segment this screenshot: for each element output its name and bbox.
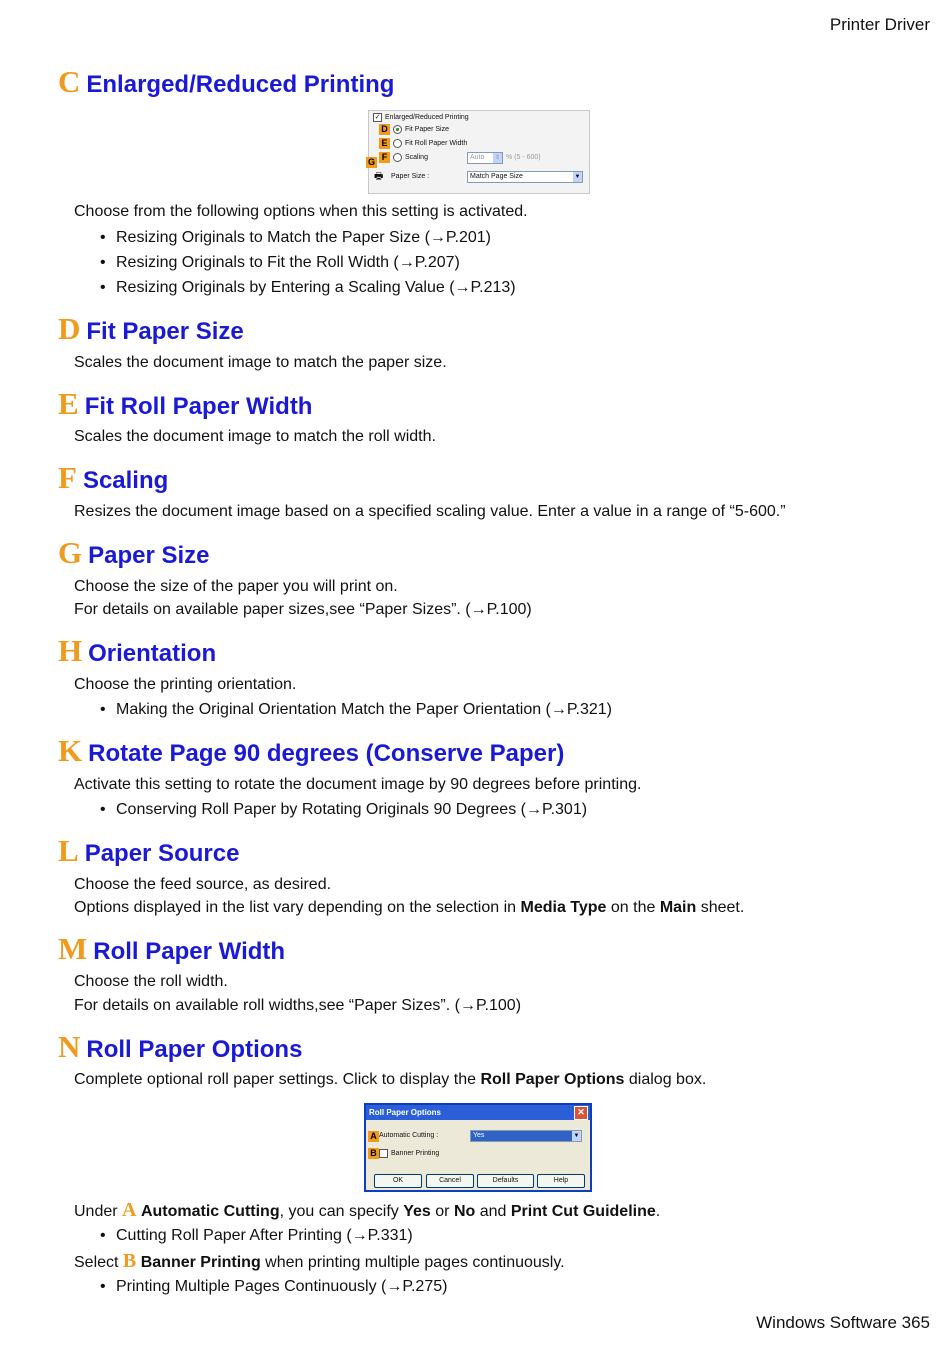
scaling-label: Scaling [405,154,428,161]
cancel-button[interactable]: Cancel [426,1174,474,1188]
section-l-heading [58,835,239,868]
section-title: Roll Paper Width [93,938,286,965]
checkbox-label: Enlarged/Reduced Printing [385,114,469,121]
bullet-text: Resizing Originals to Match the Paper Size (→P.201) [116,229,491,246]
paper-size-select[interactable] [467,171,583,183]
inline-letter-b: B [122,1250,137,1272]
bullet-text: Cutting Roll Paper After Printing (→P.331) [116,1227,413,1244]
section-title: Paper Size [88,542,210,569]
radio-selected-icon [393,125,402,134]
dialog-titlebar [366,1105,590,1120]
auto-cut-label: Automatic Cutting : [379,1132,439,1139]
list-item: • Conserving Roll Paper by Rotating Originals 90 Degrees (→P.301) [100,801,588,818]
list-item: • Making the Original Orientation Match the Paper Orientation (→P.321) [100,701,612,718]
help-button[interactable]: Help [537,1174,585,1188]
no-term: No [453,1203,476,1220]
fit-roll-width-label: Fit Roll Paper Width [405,140,468,147]
section-title: Paper Source [84,840,240,867]
text-run: and [475,1203,511,1220]
printer-icon: 🖶 [374,171,384,182]
list-item: • Printing Multiple Pages Continuously (→P.275) [100,1278,448,1295]
text-run: Options displayed in the list vary depending on the selection in [74,899,521,916]
scaling-input[interactable] [467,152,503,164]
section-letter: H [58,633,83,668]
badge-a: A [368,1131,379,1142]
banner-printing-label: Banner Printing [391,1150,440,1157]
inline-letter-a: A [122,1199,137,1221]
section-title: Scaling [82,467,169,494]
section-e-text: Scales the document image to match the roll width. [74,428,436,445]
dialog-title: Roll Paper Options [369,1108,442,1117]
section-letter: D [58,311,81,346]
fit-paper-size-label: Fit Paper Size [405,126,449,133]
ok-button[interactable]: OK [374,1174,422,1188]
radio-icon [393,153,402,162]
list-item: • Cutting Roll Paper After Printing (→P.331) [100,1227,413,1244]
defaults-button[interactable]: Defaults [477,1174,534,1188]
spinner-icon[interactable]: ⇕ [494,155,501,161]
section-f-heading [58,462,168,495]
close-icon[interactable]: ✕ [574,1106,588,1120]
section-g-heading [58,537,210,570]
text-run: , you can specify [279,1203,404,1220]
section-letter: K [58,733,83,768]
badge-g: G [367,157,375,167]
fit-roll-width-radio[interactable] [393,139,467,148]
yes-term: Yes [403,1203,431,1220]
section-title: Roll Paper Options [86,1036,303,1063]
check-icon: ✓ [374,114,381,121]
section-m-line2: For details on available roll widths,see “Paper Sizes”. (→P.100) [74,997,522,1014]
automatic-cutting-term: Automatic Cutting [140,1203,280,1220]
section-e-heading [58,388,312,421]
scaling-range: % (5 - 600) [506,154,541,161]
section-m-heading [58,933,285,966]
section-title: Fit Roll Paper Width [84,393,313,420]
text-run: when printing multiple pages continuously. [260,1254,565,1271]
bullet-text: Resizing Originals by Entering a Scaling Value (→P.213) [116,279,516,296]
scaling-value: Auto [470,154,485,161]
enlarged-reduced-dialog [368,110,590,194]
section-title: Rotate Page 90 degrees (Conserve Paper) [88,740,565,767]
roll-paper-options-dialog [364,1103,592,1192]
section-l-line1: Choose the feed source, as desired. [74,876,332,893]
banner-printing-checkbox[interactable] [379,1149,439,1158]
print-cut-guideline-term: Print Cut Guideline [510,1203,656,1220]
list-item: • Resizing Originals to Fit the Roll Width (→P.207) [100,254,460,271]
text-run: on the [606,899,660,916]
section-letter: M [58,931,88,966]
radio-icon [393,139,402,148]
text-run: Complete optional roll paper settings. Click to display the [74,1071,481,1088]
paper-size-value: Match Page Size [470,173,523,180]
section-k-text: Activate this setting to rotate the document image by 90 degrees before printing. [74,776,642,793]
section-letter: G [58,535,83,570]
section-d-text: Scales the document image to match the paper size. [74,354,447,371]
roll-paper-options-term: Roll Paper Options [480,1071,625,1088]
text-run: . [655,1203,661,1220]
list-item: • Resizing Originals by Entering a Scaling Value (→P.213) [100,279,516,296]
bullet-text: Resizing Originals to Fit the Roll Width (→P.207) [116,254,460,271]
scaling-radio[interactable] [393,153,428,162]
section-g-line1: Choose the size of the paper you will print on. [74,578,398,595]
badge-f: F [379,152,390,163]
section-d-heading [58,313,244,346]
banner-printing-term: Banner Printing [140,1254,261,1271]
text-run: Select [74,1254,123,1271]
section-f-text: Resizes the document image based on a specified scaling value. Enter a value in a range of “5-600.” [74,503,786,520]
page-footer: Windows Software 365 [756,1313,930,1332]
auto-cut-value: Yes [473,1132,485,1139]
media-type-term: Media Type [520,899,607,916]
section-h-heading [58,635,216,668]
chevron-down-icon[interactable]: ▼ [573,1133,580,1139]
main-term: Main [659,899,697,916]
badge-d: D [379,124,390,135]
paper-size-label: Paper Size : [391,173,430,180]
text-run: Under [74,1203,123,1220]
chevron-down-icon[interactable]: ▼ [574,174,581,180]
enlarged-reduced-checkbox[interactable] [373,113,469,122]
section-h-text: Choose the printing orientation. [74,676,297,693]
section-c-intro: Choose from the following options when this setting is activated. [74,203,528,220]
list-item: • Resizing Originals to Match the Paper Size (→P.201) [100,229,491,246]
section-l-line2 [74,898,744,918]
section-n-text [74,1070,706,1090]
section-c-heading [58,66,394,99]
section-letter: E [58,386,79,421]
text-run: sheet. [696,899,745,916]
badge-b: B [368,1148,379,1159]
section-title: Enlarged/Reduced Printing [86,71,395,98]
section-n-heading [58,1031,302,1064]
text-run: dialog box. [624,1071,707,1088]
section-n-under [74,1200,660,1222]
badge-e: E [379,138,390,149]
text-run: or [430,1203,454,1220]
bullet-text: Printing Multiple Pages Continuously (→P.275) [116,1278,448,1295]
bullet-text: Making the Original Orientation Match the Paper Orientation (→P.321) [116,701,612,718]
section-m-line1: Choose the roll width. [74,973,228,990]
section-letter: F [58,460,77,495]
fit-paper-size-radio[interactable] [393,125,449,134]
section-title: Orientation [88,640,217,667]
section-letter: N [58,1029,81,1064]
section-letter: C [58,64,81,99]
page-header: Printer Driver [829,15,930,34]
section-letter: L [58,833,79,868]
section-k-heading [58,735,564,768]
section-title: Fit Paper Size [86,318,244,345]
section-n-select [74,1251,565,1273]
auto-cut-select[interactable] [470,1130,582,1142]
checkbox-icon [379,1149,388,1158]
bullet-text: Conserving Roll Paper by Rotating Originals 90 Degrees (→P.301) [116,801,588,818]
section-g-line2: For details on available paper sizes,see “Paper Sizes”. (→P.100) [74,601,532,618]
